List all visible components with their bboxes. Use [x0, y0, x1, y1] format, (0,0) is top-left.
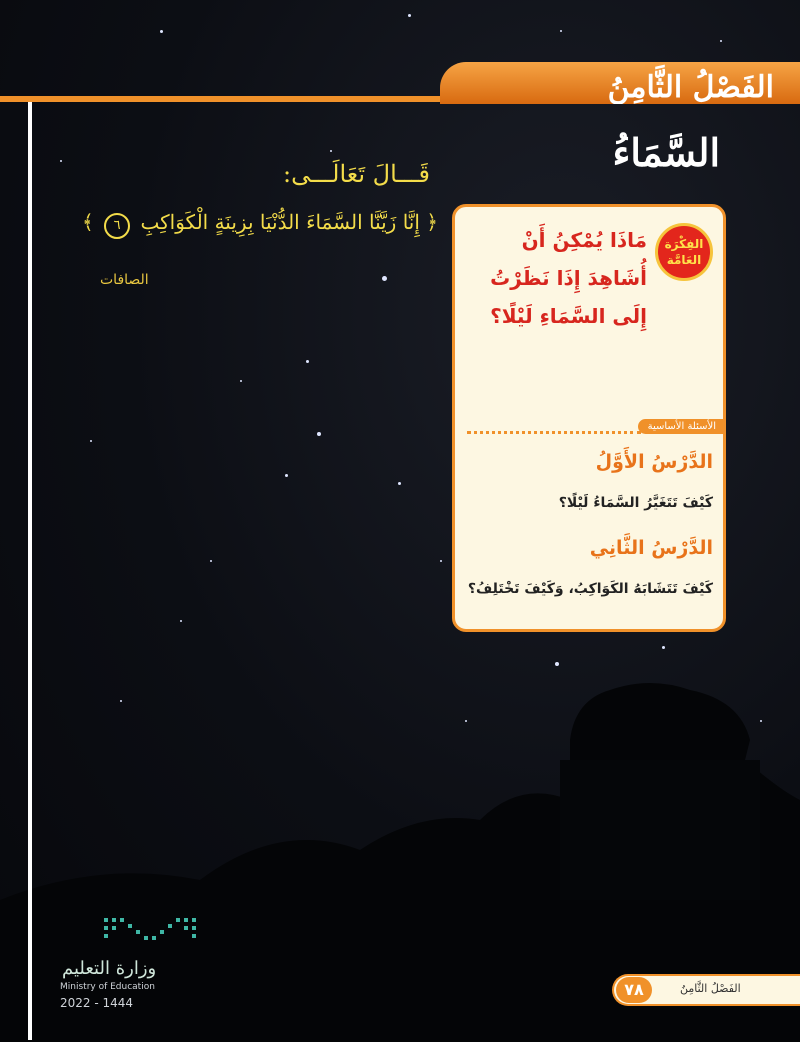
badge-line2: العَامَّة: [666, 253, 702, 267]
page-title: السَّمَاءُ: [612, 130, 720, 175]
verse-text: إِنَّا زَيَّنَّا السَّمَاءَ الدُّنْيَا بِزِينَةٍ الْكَوَاكِبِ: [140, 210, 420, 234]
chapter-title: الفَصْلُ الثَّامِنُ: [607, 70, 774, 104]
badge-line1: الفِكْرَة: [664, 237, 704, 251]
ministry-name-en: Ministry of Education: [60, 982, 155, 992]
quran-verse: [82, 210, 438, 239]
ministry-year: 2022 - 1444: [60, 996, 134, 1010]
footer-chapter-label: الفَصْلُ الثَّامِنُ: [680, 982, 741, 995]
essential-questions-tag: الأسئلة الأساسية: [638, 419, 726, 434]
page-number: ٧٨: [616, 977, 652, 1003]
quran-intro: قَـــالَ تَعَالَـــى:: [282, 160, 430, 188]
verse-number: ٦: [104, 213, 130, 239]
chapter-tab: [440, 62, 800, 104]
lesson-1-question: كَيْفَ تَتَغَيَّرُ السَّمَاءُ لَيْلًا؟: [558, 495, 713, 511]
lesson-2-title: الدَّرْسُ الثَّانِي: [589, 537, 713, 559]
big-question: مَاذَا يُمْكِنُ أَنْ أُشَاهِدَ إِذَا نَظَرْتُ إِلَى السَّمَاءِ لَيْلًا؟: [490, 228, 647, 328]
surah-name: الصافات: [100, 272, 149, 288]
ministry-name-ar: وزارة التعليم: [62, 958, 157, 979]
lesson-1-title: الدَّرْسُ الأَوَّلُ: [595, 451, 713, 473]
dotted-divider: [467, 431, 641, 434]
big-idea-badge: [655, 223, 713, 281]
ministry-logo-icon: [100, 914, 204, 950]
big-idea-card: [452, 204, 726, 632]
verse-close-bracket: ﴾: [82, 210, 94, 234]
verse-open-bracket: ﴿: [426, 210, 438, 234]
lesson-2-question: كَيْفَ تَتَشَابَهُ الكَوَاكِبُ، وَكَيْفَ تَخْتَلِفُ؟: [467, 581, 713, 597]
left-margin-rule: [28, 102, 32, 1040]
